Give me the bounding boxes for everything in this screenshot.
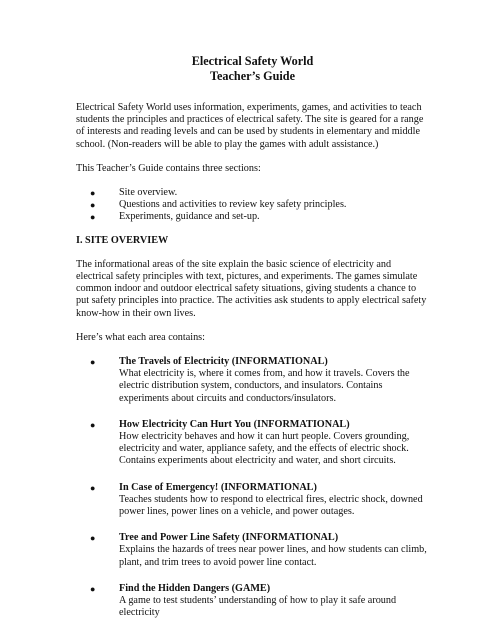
- bullet-icon: ●: [90, 188, 96, 199]
- title-line-1: Electrical Safety World: [191, 54, 314, 68]
- areas-intro: Here’s what each area contains:: [76, 331, 205, 343]
- area-title: Tree and Power Line Safety (INFORMATIONAL): [119, 532, 339, 544]
- bullet-icon: ●: [90, 200, 96, 211]
- site-overview-paragraph: The informational areas of the site explain the basic science of electricity and electrical safety principles with text, pictures, and experiments. The games simulate common indoor and outdoor electrical safety situations, giving students a chance to put safety principles into practice. The activities ask students to apply electrical safety know-how in their own lives.: [76, 258, 427, 319]
- area-title: How Electricity Can Hurt You (INFORMATIONAL): [119, 418, 350, 430]
- document-title: [76, 54, 429, 84]
- list-item: ● Questions and activities to review key safety principles.: [90, 199, 347, 211]
- bullet-icon: ●: [90, 357, 96, 368]
- intro-paragraph: Electrical Safety World uses information, experiments, games, and activities to teach students the principles and practices of electrical safety. The site is geared for a range of interests and reading levels and can be used by students in elementary and middle school. (Non-readers will be able to play the games with adult assistance.): [76, 102, 424, 150]
- area-title: In Case of Emergency! (INFORMATIONAL): [119, 481, 317, 493]
- area-title: The Travels of Electricity (INFORMATIONAL): [119, 356, 328, 368]
- list-item: [90, 419, 429, 468]
- area-description: Explains the hazards of trees near power lines, and how students can climb, plant, and trim trees to avoid power line contact.: [119, 544, 427, 568]
- list-item: [90, 482, 429, 519]
- areas-list: [76, 356, 429, 619]
- area-description: Teaches students how to respond to electrical fires, electric shock, downed power lines, power lines on a vehicle, and power outages.: [119, 493, 423, 518]
- area-description: A game to test students’ understanding of how to play it safe around electricity: [119, 595, 397, 619]
- list-item: ● Experiments, guidance and set-up.: [90, 211, 260, 223]
- list-item: ● Site overview.: [90, 187, 178, 199]
- sections-intro: This Teacher’s Guide contains three sections:: [76, 162, 261, 174]
- area-title: Find the Hidden Dangers (GAME): [119, 582, 271, 594]
- list-item: [90, 532, 429, 569]
- section-heading-site-overview: I. SITE OVERVIEW: [76, 234, 169, 246]
- sections-list: [76, 187, 429, 224]
- list-item: [90, 356, 429, 405]
- area-description: What electricity is, where it comes from, and how it travels. Covers the electric distribution system, conductors, and insulators. Contains experiments about circuits and conductors/insulators.: [119, 368, 410, 404]
- list-item: [90, 583, 429, 620]
- bullet-icon: ●: [90, 212, 96, 223]
- bullet-icon: ●: [90, 419, 96, 430]
- area-description: How electricity behaves and how it can hurt people. Covers grounding, electricity and water, appliance safety, and the effects of electric shock. Contains experiments about electricity and water, and short circuits.: [119, 431, 410, 467]
- bullet-icon: ●: [90, 482, 96, 493]
- title-line-2: Teacher’s Guide: [210, 69, 295, 83]
- bullet-icon: ●: [90, 533, 96, 544]
- bullet-icon: ●: [90, 583, 96, 594]
